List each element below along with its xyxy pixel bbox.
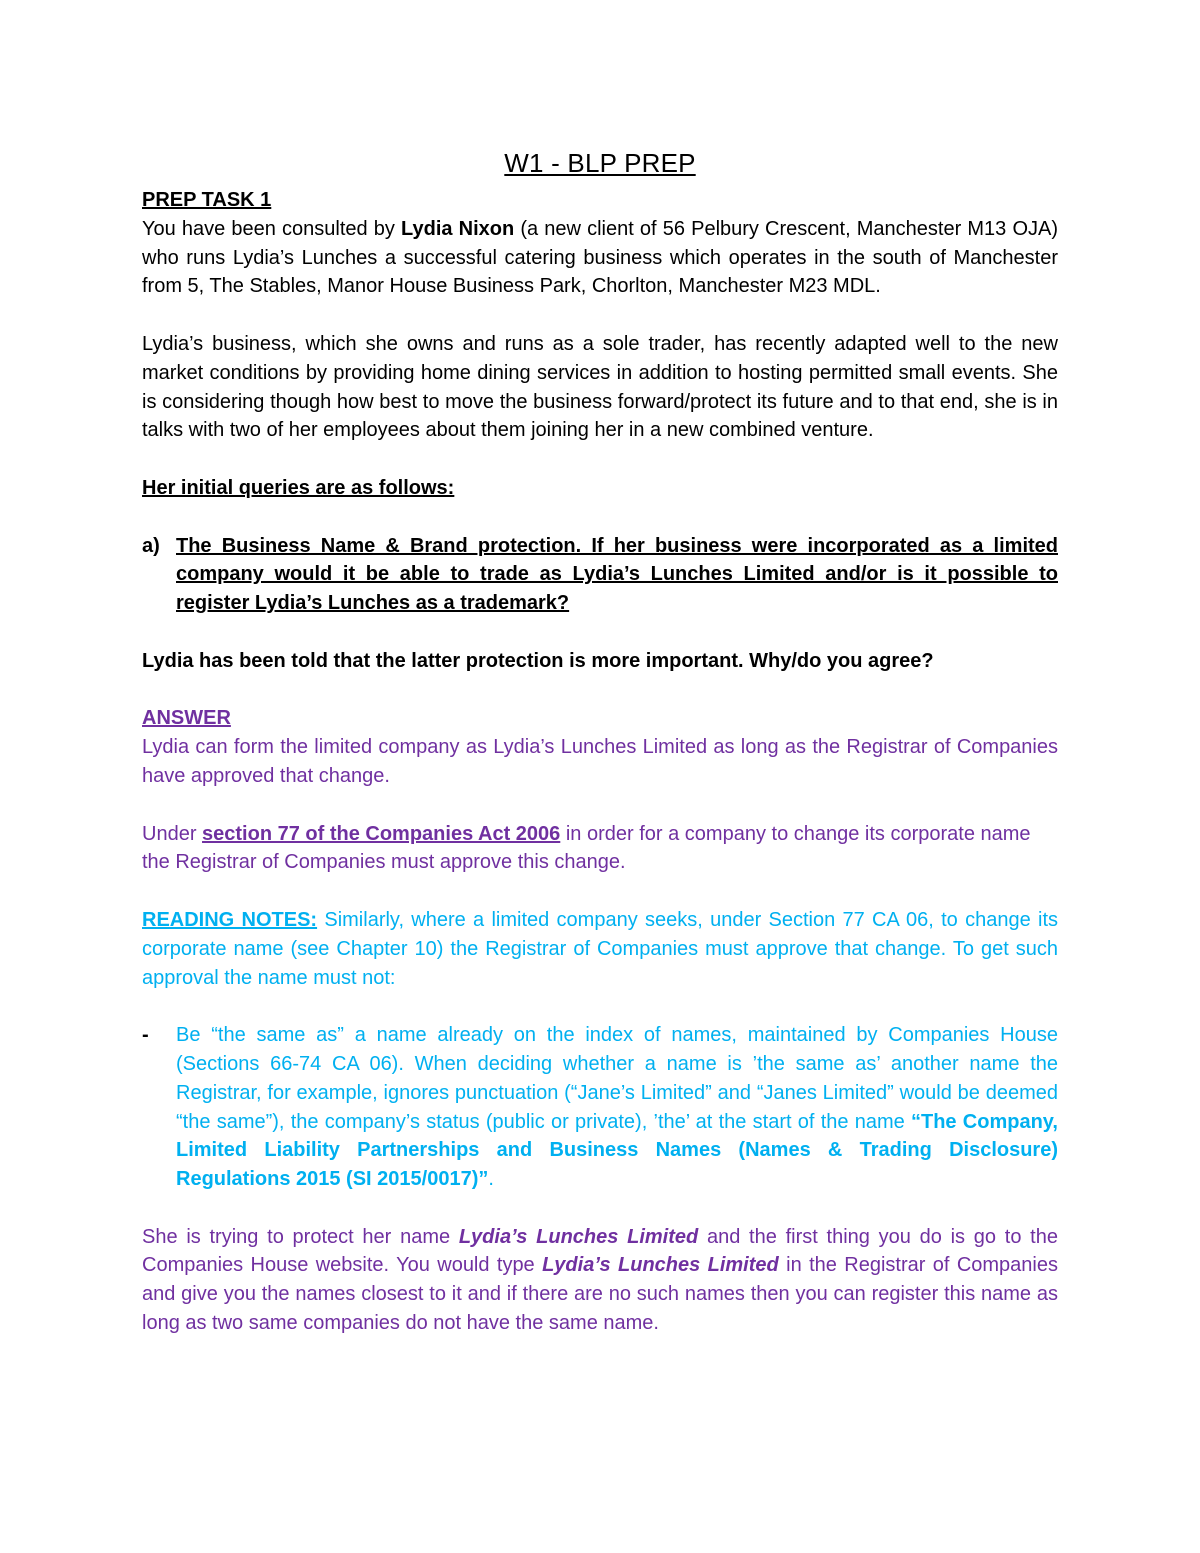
bullet-regulation: “The Company, Limited Liability Partnerships and Business Names (Names & Trading Disclosure) Regulations 2015 (SI 2015/0017)”	[176, 1110, 1058, 1191]
final-text-1: She is trying to protect her name	[142, 1225, 459, 1248]
company-name-2: Lydia’s Lunches Limited	[542, 1254, 779, 1277]
business-paragraph: Lydia’s business, which she owns and runs as a sole trader, has recently adapted well to the new market conditions by providing home dining services in addition to hosting permitted small events. She is considering though how best to move the business forward/protect its future and to that end, she is in talks with two of her employees about them joining her in a new combined venture.	[142, 332, 1058, 442]
section77-suffix: in order for a company to change its corporate name the Registrar of Companies must approve this change.	[142, 822, 1031, 874]
client-name: Lydia Nixon	[401, 217, 515, 240]
answer-heading: ANSWER	[142, 707, 231, 730]
final-text-3: in the Registrar of Companies and give you the names closest to it and if there are no such names then you can register this name as long as two same companies do not have the same name.	[142, 1254, 1058, 1335]
section77-paragraph	[142, 820, 1058, 878]
intro-paragraph	[142, 215, 1058, 301]
prep-task-heading: PREP TASK 1	[142, 189, 272, 211]
section77-prefix: Under	[142, 822, 203, 845]
query-a	[142, 532, 1058, 618]
document-title: W1 - BLP PREP	[504, 148, 696, 178]
query-followup: Lydia has been told that the latter protection is more important. Why/do you agree?	[142, 649, 934, 672]
answer-text: Lydia can form the limited company as Lydia’s Lunches Limited as long as the Registrar of Companies have approved that change.	[142, 736, 1058, 787]
bullet-text	[176, 1021, 1058, 1194]
reading-notes-text: Similarly, where a limited company seeks, under Section 77 CA 06, to change its corporate name (see Chapter 10) the Registrar of Companies must approve that change. To get such approval the name must not:	[142, 908, 1058, 989]
intro-text-1: You have been consulted by	[142, 217, 402, 240]
query-a-text: The Business Name & Brand protection. If her business were incorporated as a limited company would it be able to trade as Lydia’s Lunches Limited and/or is it possible to register Lydia’s Lunches as a trademark?	[176, 534, 1058, 615]
bullet-item	[142, 1021, 1058, 1194]
document-page	[142, 146, 1058, 1338]
final-text-2: and the first thing you do is go to the Companies House website. You would type	[142, 1225, 1058, 1277]
reading-notes-paragraph	[142, 906, 1058, 992]
company-name-1: Lydia’s Lunches Limited	[458, 1225, 699, 1248]
queries-heading: Her initial queries are as follows:	[142, 476, 455, 499]
bullet-marker: -	[142, 1024, 149, 1047]
final-paragraph	[142, 1223, 1058, 1338]
section77-reference: section 77 of the Companies Act 2006	[202, 822, 561, 845]
reading-notes-label: READING NOTES:	[142, 908, 318, 931]
bullet-text-main: Be “the same as” a name already on the index of names, maintained by Companies House (Sections 66-74 CA 06). When deciding whether a name is ’the same as’ another name the Registrar, for example, ignores punctuation (“Jane’s Limited” and “Janes Limited” would be deemed “the same”), the company’s status (public or private), ’the’ at the start of the name	[176, 1024, 1058, 1133]
intro-text-2: (a new client of 56 Pelbury Crescent, Manchester M13 OJA) who runs Lydia’s Lunches a successful catering business which operates in the south of Manchester from 5, The Stables, Manor House Business Park, Chorlton, Manchester M23 MDL.	[142, 217, 1058, 298]
query-a-label: a)	[142, 534, 160, 557]
bullet-end: .	[488, 1168, 494, 1191]
